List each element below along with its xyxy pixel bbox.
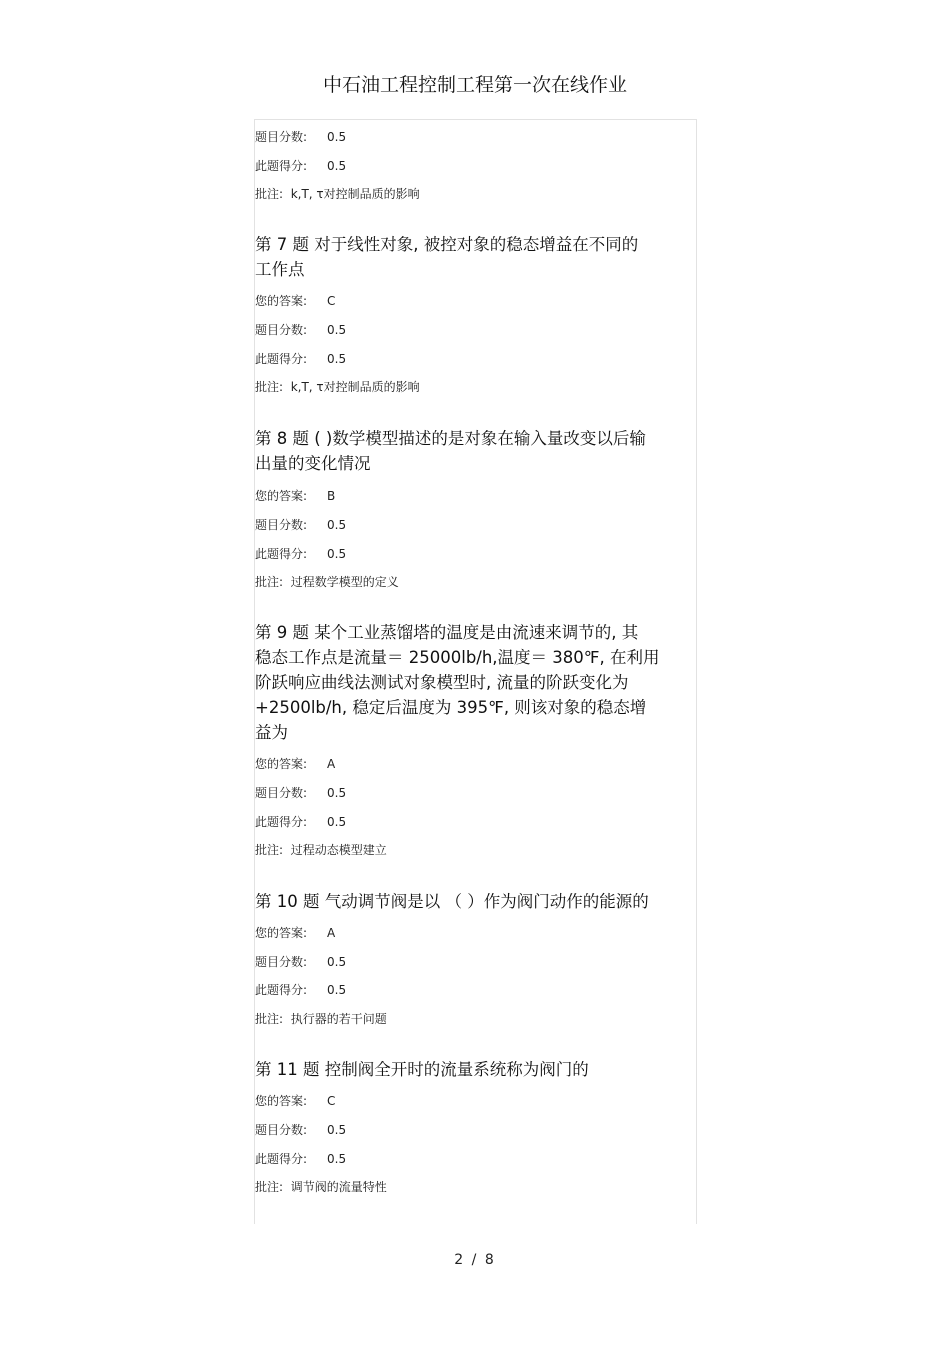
q6-comment-row xyxy=(255,185,420,202)
earned-score-value: 0.5 xyxy=(327,1152,347,1166)
comment-label: 批注: xyxy=(255,575,284,589)
answer-value: C xyxy=(327,294,336,308)
question-title-line: 第 7 题 对于线性对象, 被控对象的稳态增益在不同的 xyxy=(255,235,639,254)
total-score-row xyxy=(255,784,346,801)
question-title-line: 出量的变化情况 xyxy=(255,454,371,473)
earned-score-value: 0.5 xyxy=(327,983,347,997)
page-current: 2 xyxy=(454,1252,466,1268)
earned-score-value: 0.5 xyxy=(327,159,347,173)
total-score-row xyxy=(255,1121,346,1138)
page-separator: / xyxy=(471,1252,479,1268)
question-title xyxy=(255,426,701,476)
question-title xyxy=(255,232,701,282)
total-score-value: 0.5 xyxy=(327,955,347,969)
question-title-line: 第 9 题 某个工业蒸馏塔的温度是由流速来调节的, 其 xyxy=(255,623,639,642)
question-title-line: 第 8 题 ( )数学模型描述的是对象在输入量改变以后输 xyxy=(255,429,646,448)
comment-value: 过程动态模型建立 xyxy=(290,843,387,857)
question-title-line: 第 10 题 气动调节阀是以 （ ）作为阀门动作的能源的 xyxy=(255,892,649,911)
total-score-value: 0.5 xyxy=(327,786,347,800)
earned-score-value: 0.5 xyxy=(327,815,347,829)
answer-label: 您的答案: xyxy=(255,926,308,940)
question-title-line: 阶跃响应曲线法测试对象模型时, 流量的阶跃变化为 xyxy=(255,673,629,692)
comment-label: 批注: xyxy=(255,380,284,394)
comment-value: 调节阀的流量特性 xyxy=(290,1180,387,1194)
total-score-label: 题目分数: xyxy=(255,1123,308,1137)
total-score-row xyxy=(255,321,346,338)
document-title: 中石油工程控制工程第一次在线作业 xyxy=(322,74,627,96)
earned-score-label: 此题得分: xyxy=(255,547,308,561)
total-score-label: 题目分数: xyxy=(255,130,308,144)
comment-label: 批注: xyxy=(255,843,284,857)
total-score-value: 0.5 xyxy=(327,1123,347,1137)
total-score-label: 题目分数: xyxy=(255,518,308,532)
earned-score-row xyxy=(255,350,346,367)
comment-label: 批注: xyxy=(255,187,284,201)
comment-row xyxy=(255,1010,387,1027)
comment-value: k,T, τ对控制品质的影响 xyxy=(290,187,420,201)
total-score-row xyxy=(255,516,346,533)
earned-score-label: 此题得分: xyxy=(255,159,308,173)
question-title xyxy=(255,620,701,745)
page-indicator xyxy=(0,1252,950,1268)
earned-score-row xyxy=(255,545,346,562)
answer-row xyxy=(255,292,335,309)
total-score-value: 0.5 xyxy=(327,518,347,532)
total-score-value: 0.5 xyxy=(327,323,347,337)
comment-row xyxy=(255,573,399,590)
answer-row xyxy=(255,755,335,772)
comment-label: 批注: xyxy=(255,1012,284,1026)
content-frame xyxy=(254,119,697,1224)
total-score-row xyxy=(255,953,346,970)
comment-value: 过程数学模型的定义 xyxy=(290,575,399,589)
earned-score-label: 此题得分: xyxy=(255,983,308,997)
earned-score-row xyxy=(255,981,346,998)
answer-value: B xyxy=(327,489,336,503)
earned-score-value: 0.5 xyxy=(327,352,347,366)
earned-score-row xyxy=(255,1150,346,1167)
comment-value: 执行器的若干问题 xyxy=(290,1012,387,1026)
q6-total-score-row xyxy=(255,128,346,145)
total-score-label: 题目分数: xyxy=(255,323,308,337)
answer-row xyxy=(255,1092,335,1109)
earned-score-label: 此题得分: xyxy=(255,352,308,366)
earned-score-label: 此题得分: xyxy=(255,1152,308,1166)
total-score-label: 题目分数: xyxy=(255,786,308,800)
answer-label: 您的答案: xyxy=(255,757,308,771)
question-title xyxy=(255,889,701,914)
answer-row xyxy=(255,924,335,941)
answer-label: 您的答案: xyxy=(255,294,308,308)
q6-earned-score-row xyxy=(255,157,346,174)
answer-value: A xyxy=(327,757,336,771)
question-title-line: 益为 xyxy=(255,723,288,742)
comment-row xyxy=(255,841,387,858)
question-title xyxy=(255,1057,701,1082)
comment-label: 批注: xyxy=(255,1180,284,1194)
total-score-label: 题目分数: xyxy=(255,955,308,969)
answer-value: A xyxy=(327,926,336,940)
earned-score-label: 此题得分: xyxy=(255,815,308,829)
comment-value: k,T, τ对控制品质的影响 xyxy=(290,380,420,394)
comment-row xyxy=(255,378,420,395)
question-title-line: 第 11 题 控制阀全开时的流量系统称为阀门的 xyxy=(255,1060,589,1079)
total-score-value: 0.5 xyxy=(327,130,347,144)
question-title-line: +2500lb/h, 稳定后温度为 395℉, 则该对象的稳态增 xyxy=(255,698,647,717)
question-title-line: 稳态工作点是流量＝ 25000lb/h,温度＝ 380℉, 在利用 xyxy=(255,648,660,667)
comment-row xyxy=(255,1178,387,1195)
answer-row xyxy=(255,487,335,504)
earned-score-row xyxy=(255,813,346,830)
answer-label: 您的答案: xyxy=(255,1094,308,1108)
page-total: 8 xyxy=(484,1252,496,1268)
question-title-line: 工作点 xyxy=(255,260,305,279)
answer-label: 您的答案: xyxy=(255,489,308,503)
earned-score-value: 0.5 xyxy=(327,547,347,561)
answer-value: C xyxy=(327,1094,336,1108)
